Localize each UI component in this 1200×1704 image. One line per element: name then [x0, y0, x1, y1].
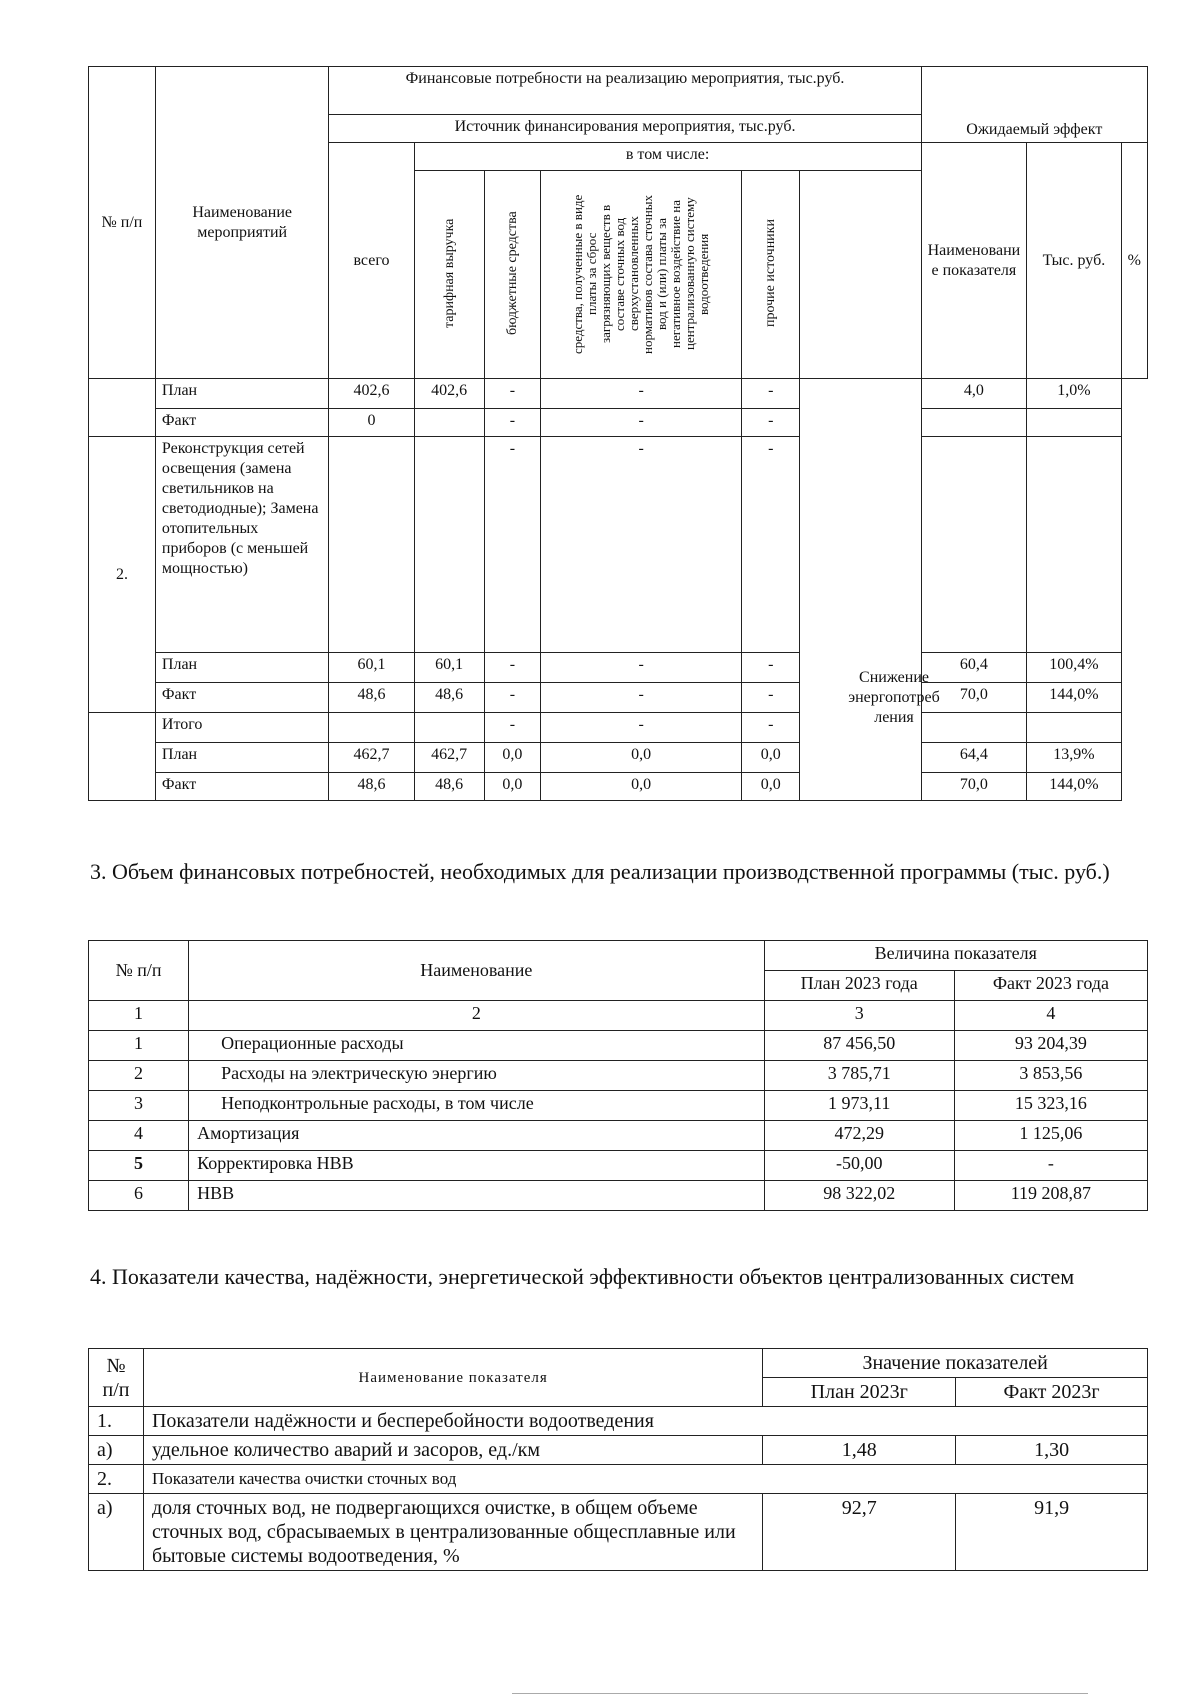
table-cell: - — [540, 379, 741, 409]
table-cell: 91,9 — [956, 1494, 1148, 1571]
table-cell — [89, 379, 156, 437]
table-row — [89, 683, 1148, 713]
table-cell: 2. — [89, 1465, 144, 1494]
table-cell: 144,0% — [1027, 773, 1121, 801]
table-cell: - — [484, 409, 540, 437]
col-header-fact: Факт 2023 года — [954, 971, 1147, 1001]
table-cell: Итого — [155, 713, 329, 743]
table-row — [89, 653, 1148, 683]
table-cell — [1027, 409, 1121, 437]
table-cell: Факт — [155, 409, 329, 437]
col-number: 2 — [189, 1001, 765, 1031]
col-number: 4 — [954, 1001, 1147, 1031]
table-cell: 1 973,11 — [764, 1091, 954, 1121]
table-cell: - — [484, 437, 540, 653]
col-number: 3 — [764, 1001, 954, 1031]
col-header-fact: Факт 2023г — [956, 1378, 1148, 1407]
table-cell: 87 456,50 — [764, 1031, 954, 1061]
col-header-source: Источник финансирования мероприятия, тыс.руб. — [329, 115, 921, 143]
col-number: 1 — [89, 1001, 189, 1031]
table-row — [89, 1091, 1148, 1121]
energy-indicator-label: Снижение энергопотреб ления — [848, 669, 940, 726]
table-row — [89, 1181, 1148, 1211]
table-cell — [414, 713, 484, 743]
table-cell: План — [155, 653, 329, 683]
table-cell: Показатели качества очистки сточных вод — [143, 1465, 1147, 1494]
table-cell: - — [742, 653, 800, 683]
table-row — [89, 1436, 1148, 1465]
col-header-num: № п/п — [89, 941, 189, 1001]
table-cell: - — [540, 713, 741, 743]
table-cell: 402,6 — [329, 379, 414, 409]
table-cell: Показатели надёжности и бесперебойности водоотведения — [143, 1407, 1147, 1436]
table-cell: 15 323,16 — [954, 1091, 1147, 1121]
finance-table — [88, 940, 1148, 1211]
table-cell: 48,6 — [329, 773, 414, 801]
table-cell: 119 208,87 — [954, 1181, 1147, 1211]
table-row — [89, 1001, 1148, 1031]
col-header-name: Наименование мероприятий — [155, 67, 329, 379]
table-cell: План — [155, 743, 329, 773]
table-cell: - — [742, 437, 800, 653]
table-cell: 70,0 — [921, 683, 1027, 713]
table-cell: Неподконтрольные расходы, в том числе — [189, 1091, 765, 1121]
table-cell: 1 125,06 — [954, 1121, 1147, 1151]
table-cell — [800, 379, 921, 801]
table-cell: НВВ — [189, 1181, 765, 1211]
table-cell: Факт — [155, 773, 329, 801]
table-cell: 1,30 — [956, 1436, 1148, 1465]
section-4-title: 4. Показатели качества, надёжности, энергетической эффективности объектов централизованных систем — [90, 1264, 1075, 1289]
table-row — [89, 437, 1148, 653]
col-header-pollutants: средства, полученные в виде платы за сброс загрязняющих веществ в составе сточных вод сверхустановленных нормативов состава сточных вод и (или) платы за негативное воздействие на централизованную систему водоотведения — [570, 194, 712, 354]
table-cell: 1. — [89, 1407, 144, 1436]
col-header-name: Наименование показателя — [143, 1349, 762, 1407]
table-cell: 144,0% — [1027, 683, 1121, 713]
table-cell — [921, 437, 1027, 653]
table-cell: 462,7 — [329, 743, 414, 773]
table-cell — [89, 713, 156, 801]
col-header-total: всего — [329, 143, 414, 379]
table-cell: 4 — [89, 1121, 189, 1151]
table-cell: План — [155, 379, 329, 409]
table-cell: 48,6 — [329, 683, 414, 713]
measures-table — [88, 66, 1148, 801]
table-cell: 472,29 — [764, 1121, 954, 1151]
table-row — [89, 1121, 1148, 1151]
table-row — [89, 773, 1148, 801]
table-cell: 0,0 — [540, 743, 741, 773]
table-row — [89, 1494, 1148, 1571]
quality-table — [88, 1348, 1148, 1571]
table-row — [89, 1061, 1148, 1091]
table-cell: 60,1 — [329, 653, 414, 683]
table-cell: удельное количество аварий и засоров, ед./км — [143, 1436, 762, 1465]
col-header-budget: бюджетные средства — [504, 211, 520, 335]
table-cell: 3 — [89, 1091, 189, 1121]
table-cell: 70,0 — [921, 773, 1027, 801]
col-header-effect: Ожидаемый эффект — [921, 67, 1147, 143]
table-row — [89, 1407, 1148, 1436]
table-row — [89, 1151, 1148, 1181]
table-cell: - — [484, 683, 540, 713]
table-cell: - — [484, 379, 540, 409]
col-header-percent: % — [1121, 143, 1147, 379]
table-cell: - — [540, 437, 741, 653]
table-cell: 93 204,39 — [954, 1031, 1147, 1061]
table-cell: 3 785,71 — [764, 1061, 954, 1091]
col-header-num: № п/п — [89, 67, 156, 379]
table-cell: доля сточных вод, не подвергающихся очистке, в общем объеме сточных вод, сбрасываемых в централизованные общесплавные или бытовые системы водоотведения, % — [143, 1494, 762, 1571]
table-cell: 2 — [89, 1061, 189, 1091]
table-cell: -50,00 — [764, 1151, 954, 1181]
table-row — [89, 1465, 1148, 1494]
table-cell: 92,7 — [763, 1494, 956, 1571]
table-cell: 98 322,02 — [764, 1181, 954, 1211]
table-cell: а) — [89, 1494, 144, 1571]
table-cell: 0 — [329, 409, 414, 437]
table-row — [89, 713, 1148, 743]
col-header-finance: Финансовые потребности на реализацию мероприятия, тыс.руб. — [329, 67, 921, 115]
col-header-indicator: Наименовани е показателя — [921, 143, 1027, 379]
table-cell: - — [742, 409, 800, 437]
table-cell: Факт — [155, 683, 329, 713]
table-cell: Корректировка НВВ — [189, 1151, 765, 1181]
table-cell: 5 — [89, 1151, 189, 1181]
table-cell: - — [484, 713, 540, 743]
table-cell: - — [742, 683, 800, 713]
col-header-values: Значение показателей — [763, 1349, 1148, 1378]
col-header-tariff: тарифная выручка — [441, 218, 457, 328]
table-cell: 0,0 — [742, 773, 800, 801]
table-row — [89, 1031, 1148, 1061]
col-header-name: Наименование — [189, 941, 765, 1001]
table-row — [89, 743, 1148, 773]
col-header-plan: План 2023г — [763, 1378, 956, 1407]
col-header-plan: План 2023 года — [764, 971, 954, 1001]
table-cell: Расходы на электрическую энергию — [189, 1061, 765, 1091]
table-cell: - — [484, 653, 540, 683]
table-cell: 0,0 — [742, 743, 800, 773]
col-header-num: № п/п — [89, 1349, 144, 1407]
table-cell: - — [742, 713, 800, 743]
table-cell: - — [742, 379, 800, 409]
table-cell: 1,0% — [1027, 379, 1121, 409]
table-cell: 48,6 — [414, 683, 484, 713]
table-cell: 64,4 — [921, 743, 1027, 773]
table-cell: 2. — [89, 437, 156, 713]
table-cell: - — [540, 683, 741, 713]
table-cell: 100,4% — [1027, 653, 1121, 683]
table-cell: а) — [89, 1436, 144, 1465]
table-cell: 402,6 — [414, 379, 484, 409]
table-cell — [329, 713, 414, 743]
section-3-title: 3. Объем финансовых потребностей, необходимых для реализации производственной программы (тыс. руб.) — [90, 859, 1110, 884]
table-cell: 462,7 — [414, 743, 484, 773]
table-cell: 0,0 — [484, 743, 540, 773]
table-cell — [1027, 713, 1121, 743]
table-cell: 1 — [89, 1031, 189, 1061]
table-cell: - — [540, 409, 741, 437]
table-cell: Реконструкция сетей освещения (замена светильников на светодиодные); Замена отопительных приборов (с меньшей мощностью) — [155, 437, 329, 653]
table-cell: - — [540, 653, 741, 683]
col-header-thousand: Тыс. руб. — [1027, 143, 1121, 379]
table-cell: 60,4 — [921, 653, 1027, 683]
table-cell — [329, 437, 414, 653]
table-cell: Амортизация — [189, 1121, 765, 1151]
table-cell — [414, 409, 484, 437]
table-cell: 3 853,56 — [954, 1061, 1147, 1091]
table-cell — [1027, 437, 1121, 653]
table-cell: 1,48 — [763, 1436, 956, 1465]
col-header-including: в том числе: — [414, 143, 921, 171]
table-row — [89, 379, 1148, 409]
table-row — [89, 409, 1148, 437]
col-header-value: Величина показателя — [764, 941, 1147, 971]
table-cell — [921, 409, 1027, 437]
table-cell: 13,9% — [1027, 743, 1121, 773]
table-cell: 0,0 — [540, 773, 741, 801]
col-header-other: прочие источники — [763, 219, 779, 327]
table-cell: Операционные расходы — [189, 1031, 765, 1061]
table-cell: 6 — [89, 1181, 189, 1211]
footer-divider — [512, 1693, 1088, 1694]
table-cell: 60,1 — [414, 653, 484, 683]
table-cell: 4,0 — [921, 379, 1027, 409]
table-cell: - — [954, 1151, 1147, 1181]
table-cell: 0,0 — [484, 773, 540, 801]
table-cell: 48,6 — [414, 773, 484, 801]
table-cell — [414, 437, 484, 653]
